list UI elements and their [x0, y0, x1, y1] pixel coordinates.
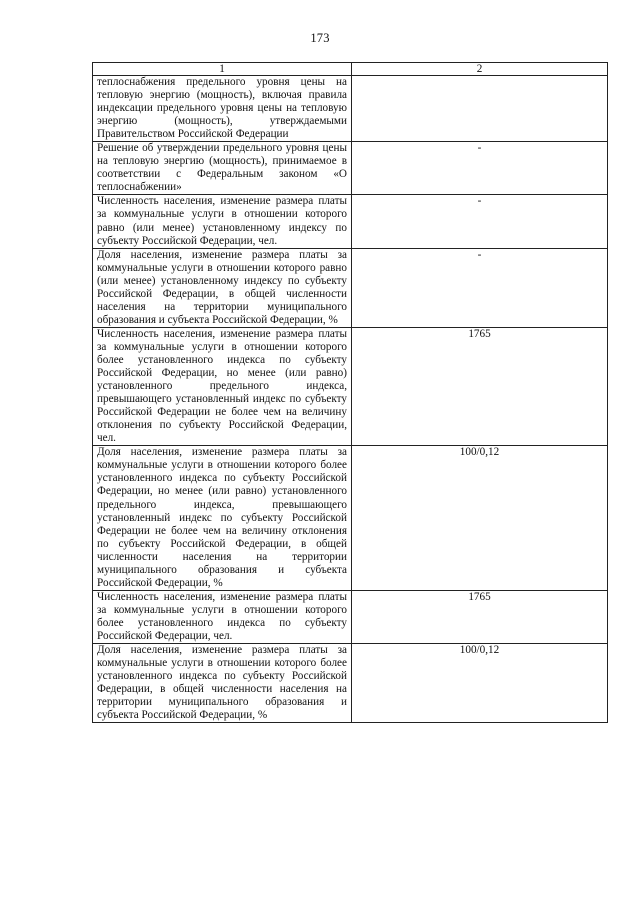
row-label: Численность населения, изменение размера платы за коммунальные услуги в отношении которого более установленного индекса по субъекту Российской Федерации, чел. — [93, 590, 352, 643]
table-row — [93, 644, 608, 723]
table-header-row — [93, 63, 608, 76]
table-row — [93, 327, 608, 445]
row-value: 100/0,12 — [352, 446, 608, 591]
row-label: Доля населения, изменение размера платы за коммунальные услуги в отношении которого равно (или менее) установленному индексу по субъекту Российской Федерации, в общей численности населения на территории муниципального образования и субъекта Российской Федерации, % — [93, 248, 352, 327]
column-header-1: 1 — [93, 63, 352, 76]
row-value — [352, 76, 608, 142]
row-label: теплоснабжения предельного уровня цены на тепловую энергию (мощность), включая правила индексации предельного уровня цены на тепловую энергию (мощность), утверждаемыми Правительством Российской Федерации — [93, 76, 352, 142]
row-value: 1765 — [352, 327, 608, 445]
row-value: - — [352, 248, 608, 327]
table-row — [93, 195, 608, 248]
row-label: Численность населения, изменение размера платы за коммунальные услуги в отношении которого более установленного индекса по субъекту Российской Федерации, но менее (или равно) установленного предельного индекса, превышающего установленный индекс по субъекту Российской Федерации не более чем на величину отклонения по субъекту Российской Федерации, чел. — [93, 327, 352, 445]
table-row — [93, 248, 608, 327]
row-label: Доля населения, изменение размера платы за коммунальные услуги в отношении которого более установленного индекса по субъекту Российской Федерации, в общей численности населения на территории муниципального образования и субъекта Российской Федерации, % — [93, 644, 352, 723]
page-number: 173 — [310, 31, 330, 45]
row-value: - — [352, 142, 608, 195]
data-table — [92, 62, 608, 723]
table-row — [93, 76, 608, 142]
row-value: 1765 — [352, 590, 608, 643]
table-row — [93, 590, 608, 643]
table-row — [93, 446, 608, 591]
row-label: Решение об утверждении предельного уровня цены на тепловую энергию (мощность), принимаемое в соответствии с Федеральным законом «О теплоснабжении» — [93, 142, 352, 195]
row-label: Численность населения, изменение размера платы за коммунальные услуги в отношении которого равно (или менее) установленному индексу по субъекту Российской Федерации, чел. — [93, 195, 352, 248]
table-row — [93, 142, 608, 195]
row-value: 100/0,12 — [352, 644, 608, 723]
row-label: Доля населения, изменение размера платы за коммунальные услуги в отношении которого более установленного индекса по субъекту Российской Федерации, но менее (или равно) установленного предельного индекса, превышающего установленный индекс по субъекту Российской Федерации не более чем на величину отклонения по субъекту Российской Федерации, в общей численности населения на территории муниципального образования и субъекта Российской Федерации, % — [93, 446, 352, 591]
column-header-2: 2 — [352, 63, 608, 76]
row-value: - — [352, 195, 608, 248]
